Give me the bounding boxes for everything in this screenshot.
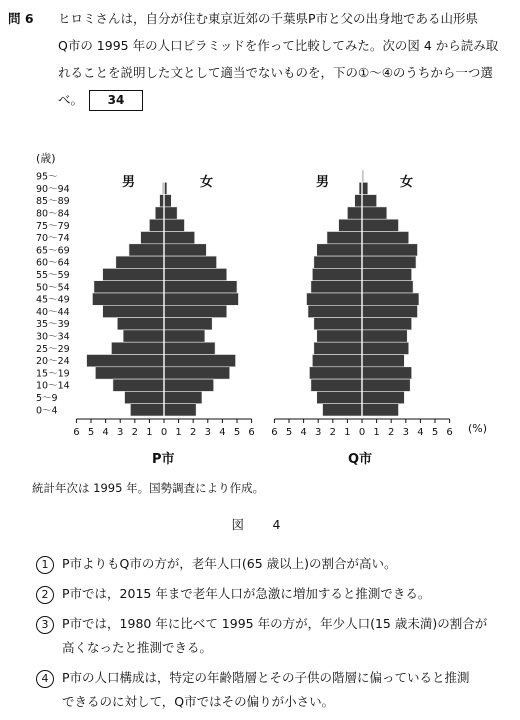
bar-male: [327, 232, 362, 244]
bar-male: [314, 342, 362, 354]
bar-female: [164, 355, 236, 367]
age-label: 45～49: [36, 294, 70, 306]
age-label: 30～34: [36, 331, 70, 343]
question-number: 問 6: [8, 11, 34, 26]
bar-female: [362, 256, 416, 268]
bar-female: [362, 268, 412, 280]
bar-female: [362, 182, 368, 194]
age-label: 95～: [36, 171, 58, 183]
age-label: 10～14: [36, 380, 70, 392]
age-label: 0～4: [36, 405, 58, 417]
chart-title-p: P市: [152, 452, 175, 467]
bar-male: [308, 305, 362, 317]
chart-title-q: Q市: [348, 452, 373, 467]
question-text-line1: ヒロミさんは，自分が住む東京近郊の千葉県P市と父の出身地である山形県: [58, 11, 479, 26]
bar-male: [314, 318, 362, 330]
tick-label: 4: [417, 427, 424, 438]
age-label: 55～59: [36, 269, 70, 281]
bar-male: [92, 293, 164, 305]
tick-label: 1: [373, 427, 380, 438]
bar-male: [307, 293, 362, 305]
bar-female: [164, 207, 177, 219]
age-label: 65～69: [36, 245, 70, 257]
bar-male: [317, 244, 362, 256]
bar-male: [103, 268, 164, 280]
female-label-p: 女: [200, 175, 214, 190]
bar-female: [362, 367, 412, 379]
tick-label: 3: [117, 427, 124, 438]
question-text-line3: れることを説明した文として適当でないものを，下の①～④のうちから一つ選: [58, 65, 493, 80]
bar-female: [164, 404, 196, 416]
bar-female: [164, 342, 215, 354]
bar-male: [116, 256, 164, 268]
male-label-q: 男: [316, 175, 330, 190]
age-label: 50～54: [36, 282, 70, 294]
bar-female: [362, 293, 419, 305]
choice-2[interactable]: [36, 582, 512, 606]
tick-label: 0: [358, 427, 366, 438]
bar-male: [317, 330, 362, 342]
bar-female: [362, 232, 409, 244]
tick-label: 2: [329, 427, 336, 438]
bar-male: [129, 244, 164, 256]
choice-3[interactable]: [36, 612, 512, 660]
bar-female: [362, 330, 407, 342]
choice-text: P市では，1980 年に比べて 1995 年の方が，年少人口(15 歳未満)の割合が: [62, 616, 488, 631]
bar-male: [314, 256, 362, 268]
bar-female: [362, 244, 417, 256]
bar-male: [311, 281, 362, 293]
bar-female: [164, 305, 227, 317]
pyramid-p-city: [87, 170, 239, 416]
choice-text: P市の人口構成は，特定の年齢階層とその子供の階層に偏っていると推測: [62, 670, 470, 685]
bar-male: [123, 330, 164, 342]
bar-female: [362, 318, 412, 330]
bar-male: [149, 219, 164, 231]
source-note: 統計年次は 1995 年。国勢調査により作成。: [32, 481, 265, 495]
tick-label: 0: [160, 427, 168, 438]
choice-number: 1: [36, 556, 54, 574]
bar-male: [339, 219, 362, 231]
bar-male: [309, 367, 362, 379]
tick-label: 5: [431, 427, 439, 438]
bar-female: [164, 281, 237, 293]
bar-female: [362, 404, 399, 416]
bar-female: [362, 379, 410, 391]
choice-text: P市では，2015 年まで老年人口が急激に増加すると推測できる。: [62, 586, 431, 601]
age-label: 75～79: [36, 220, 70, 232]
bar-male: [355, 195, 362, 207]
tick-label: 6: [271, 427, 278, 438]
bar-female: [164, 256, 217, 268]
choice-number: 3: [36, 616, 54, 634]
bar-female: [164, 379, 214, 391]
choice-number: 2: [36, 586, 54, 604]
age-label: 70～74: [36, 233, 70, 245]
tick-label: 3: [402, 427, 409, 438]
bar-female: [362, 219, 399, 231]
choice-text-cont: 高くなったと推測できる。: [62, 640, 213, 655]
bar-male: [111, 342, 164, 354]
bar-male: [312, 268, 362, 280]
tick-label: 3: [315, 427, 322, 438]
tick-label: 1: [146, 427, 153, 438]
question-text-line4: べ。 34: [8, 86, 513, 113]
age-label: 80～84: [36, 208, 70, 220]
female-label-q: 女: [400, 175, 414, 190]
age-label: 60～64: [36, 257, 70, 269]
bar-female: [164, 195, 171, 207]
bar-male: [141, 232, 164, 244]
bar-female: [164, 268, 227, 280]
bar-female: [164, 293, 238, 305]
bar-female: [164, 219, 184, 231]
answer-choices: [36, 552, 512, 720]
age-label: 5～9: [36, 392, 58, 404]
bar-male: [117, 318, 164, 330]
choice-text: P市よりもQ市の方が，老年人口(65 歳以上)の割合が高い。: [62, 556, 397, 571]
bar-female: [362, 355, 404, 367]
bar-female: [164, 244, 206, 256]
tick-label: 5: [233, 427, 241, 438]
bar-female: [164, 367, 230, 379]
tick-label: 2: [190, 427, 197, 438]
bar-female: [362, 342, 409, 354]
bar-male: [94, 281, 164, 293]
bar-female: [164, 232, 195, 244]
tick-label: 3: [204, 427, 211, 438]
bar-male: [130, 404, 164, 416]
tick-label: 2: [388, 427, 395, 438]
age-label: 40～44: [36, 306, 70, 318]
tick-label: 4: [219, 427, 226, 438]
bar-male: [311, 379, 362, 391]
bar-male: [113, 379, 164, 391]
bar-male: [87, 355, 164, 367]
bar-female: [362, 281, 413, 293]
tick-label: 1: [175, 427, 182, 438]
bar-female: [164, 318, 212, 330]
choice-4[interactable]: [36, 666, 512, 714]
choice-1[interactable]: [36, 552, 512, 576]
tick-label: 4: [300, 427, 307, 438]
tick-label: 1: [344, 427, 351, 438]
age-label: 15～19: [36, 368, 70, 380]
x-axis-p-city: [73, 419, 255, 438]
tick-label: 6: [248, 427, 255, 438]
male-label-p: 男: [122, 175, 136, 190]
age-axis-labels: [36, 172, 70, 417]
bar-female: [362, 207, 387, 219]
age-label: 25～29: [36, 343, 70, 355]
bar-female: [362, 195, 377, 207]
tick-label: 5: [285, 427, 293, 438]
bar-female: [164, 391, 202, 403]
bar-female: [362, 391, 404, 403]
age-label: 35～39: [36, 319, 70, 331]
age-label: 85～89: [36, 196, 70, 208]
figure-title: 図 4: [231, 517, 289, 532]
bar-male: [103, 305, 164, 317]
x-axis-q-city: [271, 419, 453, 438]
bar-male: [95, 367, 164, 379]
percent-unit: (%): [468, 422, 488, 435]
age-label: 90～94: [36, 183, 70, 195]
pyramid-q-city: [307, 170, 419, 416]
tick-label: 6: [446, 427, 453, 438]
tick-label: 5: [87, 427, 95, 438]
bar-male: [323, 404, 362, 416]
tick-label: 6: [73, 427, 80, 438]
bar-female: [164, 330, 205, 342]
bar-male: [155, 207, 164, 219]
bar-male: [317, 391, 362, 403]
answer-box[interactable]: 34: [89, 90, 143, 111]
bar-male: [312, 355, 362, 367]
bar-male: [347, 207, 362, 219]
age-unit-label: (歳): [36, 152, 56, 165]
bar-male: [125, 391, 164, 403]
age-label: 20～24: [36, 356, 70, 368]
bar-female: [362, 305, 417, 317]
question-text-line2: Q市の 1995 年の人口ピラミッドを作って比較してみた。次の図 4 から読み取: [58, 38, 499, 53]
choice-number: 4: [36, 670, 54, 688]
tick-label: 2: [131, 427, 138, 438]
tick-label: 4: [102, 427, 109, 438]
choice-text-cont: できるのに対して，Q市ではその偏りが小さい。: [62, 694, 335, 709]
